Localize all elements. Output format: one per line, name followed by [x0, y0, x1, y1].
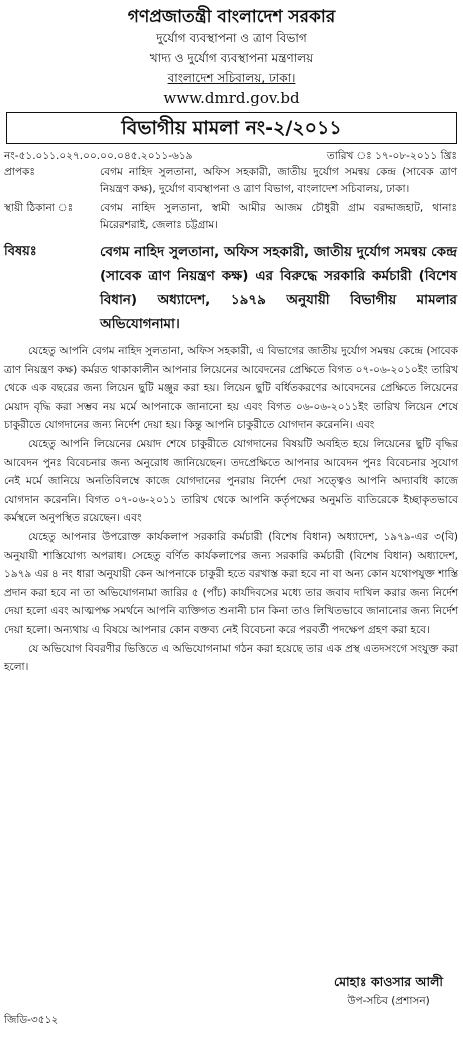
- recipient-label: প্রাপকঃ: [4, 166, 35, 178]
- website-link[interactable]: www.dmrd.gov.bd: [163, 89, 300, 107]
- permanent-address-text: বেগম নাহিদ সুলতানা, স্বামী আমীর আজম চৌধুরী গ্রাম বরদ্দাজহাট, থানাঃ মিরেরশরাই, জেলাঃ চট্টগ্রাম।: [100, 202, 457, 231]
- reference-line: [4, 148, 457, 164]
- document-page: [0, 6, 463, 1039]
- body-paragraph: যেহেতু আপনি লিয়েনের মেয়াদ শেষে চাকুরীতে যোগদানের বিষয়টি অবহিত হয়ে লিয়েনের ছুটি বৃদ্ধির আবেদন পুনঃ বিবেচনার জন্য অনুরোধ জানিয়েছেন। তদপ্রেক্ষিতে আপনার আবেদন পুনঃ বিবেচনার সুযোগ নেই মর্মে জানিয়ে অনতিবিলম্বে কাজে যোগদানের পুনরায় নির্দেশ দেয়া সত্ত্বেও আপনি অদ্যাবধি কাজে যোগদান করেননি। বিগত ০৭-০৬-২০১১ তারিখ থেকে আপনি কর্তৃপক্ষের অনুমতি ব্যতিরেকে ইচ্ছাকৃতভাবে কর্মস্থলে অনুপস্থিত রয়েছেন। এবং: [4, 437, 458, 525]
- permanent-address-block: [4, 200, 457, 234]
- memo-number: নং-৫১.০১১.০২৭.০০.০০.০৪৫.২০১১-৬১৯: [4, 150, 193, 162]
- signatory-name: মোহাঃ কাওসার আলী: [334, 974, 443, 989]
- secretariat-address: বাংলাদেশ সচিবালয়, ঢাকা।: [167, 71, 296, 85]
- memo-date: তারিখ ঃ ১৭-০৮-২০১১ খ্রিঃ: [326, 150, 457, 162]
- signature-block: [334, 972, 443, 1010]
- ministry-name: খাদ্য ও দুর্যোগ ব্যবস্থাপনা মন্ত্রণালয়: [149, 51, 314, 65]
- permanent-address-label: স্থায়ী ঠিকানা ঃ: [4, 202, 74, 214]
- body-paragraph: যেহেতু আপনার উপরোক্ত কার্যকলাপ সরকারি কর্মচারী (বিশেষ বিধান) অধ্যাদেশ, ১৯৭৯-এর ৩(বি) অনুযায়ী শাস্তিযোগ্য অপরাধ। সেহেতু বর্ণিত কার্যকলাপের জন্য সরকারি কর্মচারী (বিশেষ বিধান) অধ্যাদেশ, ১৯৭৯ এর ৪ নং ধারা অনুযায়ী কেন আপনাকে চাকুরী হতে বরখাস্ত করা হবে না বা অন্য কোন যথোপযুক্ত শাস্তি প্রদান করা হবে না তা অভিযোগনামা জারির ৫ (পাঁচ) কার্যদিবসের মধ্যে তার জবাব দাখিল করার জন্য নির্দেশ দেয়া হলো এবং আত্মপক্ষ সমর্থনে আপনি ব্যক্তিগত শুনানী চান কিনা তাও লিখিতভাবে জানানোর জন্য নির্দেশ দেয়া হলো। অন্যথায় এ বিষয়ে আপনার কোন বক্তব্য নেই বিবেচনা করে পরবর্তী পদক্ষেপ গ্রহণ করা হবে।: [4, 530, 458, 636]
- signatory-designation: উপ-সচিব (প্রশাসন): [347, 995, 430, 1007]
- letter-body: [4, 342, 458, 677]
- recipient-block: [4, 164, 457, 198]
- body-paragraph: যেহেতু আপনি বেগম নাহিদ সুলতানা, অফিস সহকারী, এ বিভাগের জাতীয় দুর্যোগ সমন্বয় কেন্দ্রে (সাবেক ত্রাণ নিয়ন্ত্রণ কক্ষ) কর্মরত থাকাকালীন আপনার লিয়েনের আবেদনের প্রেক্ষিতে বিগত ০৭-০৬-২০১০ইং তারিখ থেকে এক বছরের জন্য লিয়েন ছুটি মঞ্জুর করা হয়। লিয়েন ছুটি বর্ধিতকরণের আবেদনের প্রেক্ষিতে লিয়েনের মেয়াদ বৃদ্ধি করা সম্ভব নয় মর্মে আপনাকে জানানো হয় এবং বিগত ০৬-০৬-২০১১ইং তারিখ লিয়েন শেষে চাকুরীতে যোগদানের জন্য নির্দেশ দেয়া হয়। কিন্তু আপনি চাকুরীতে যোগদান করেননি। এবং: [4, 345, 458, 432]
- footer-code: জিডি-৩৫১২: [4, 1014, 59, 1026]
- government-name: গণপ্রজাতন্ত্রী বাংলাদেশ সরকার: [127, 7, 336, 27]
- subject-label: বিষয়ঃ: [4, 244, 37, 259]
- body-paragraph: যে অভিযোগ বিবরণীর ভিত্তিতে এ অভিযোগনামা গঠন করা হয়েছে তার এক প্রস্থ এতদসংগে সংযুক্ত করা হলো।: [4, 642, 458, 674]
- letterhead: [0, 6, 463, 108]
- subject-block: [4, 240, 457, 336]
- recipient-text: বেগম নাহিদ সুলতানা, অফিস সহকারী, জাতীয় দুর্যোগ সমন্বয় কেন্দ্র (সাবেক ত্রাণ নিয়ন্ত্রণ কক্ষ), দুর্যোগ ব্যবস্থাপনা ও ত্রাণ বিভাগ, বাংলাদেশ সচিবালয়, ঢাকা।: [100, 166, 457, 195]
- division-name: দুর্যোগ ব্যবস্থাপনা ও ত্রাণ বিভাগ: [156, 31, 307, 45]
- case-title: বিভাগীয় মামলা নং-২/২০১১: [6, 112, 457, 144]
- subject-text: বেগম নাহিদ সুলতানা, অফিস সহকারী, জাতীয় দুর্যোগ সমন্বয় কেন্দ্র (সাবেক ত্রাণ নিয়ন্ত্রণ কক্ষ) এর বিরুদ্ধে সরকারি কর্মচারী (বিশেষ বিধান) অধ্যাদেশ, ১৯৭৯ অনুযায়ী বিভাগীয় মামলার অভিযোগনামা।: [100, 244, 457, 332]
